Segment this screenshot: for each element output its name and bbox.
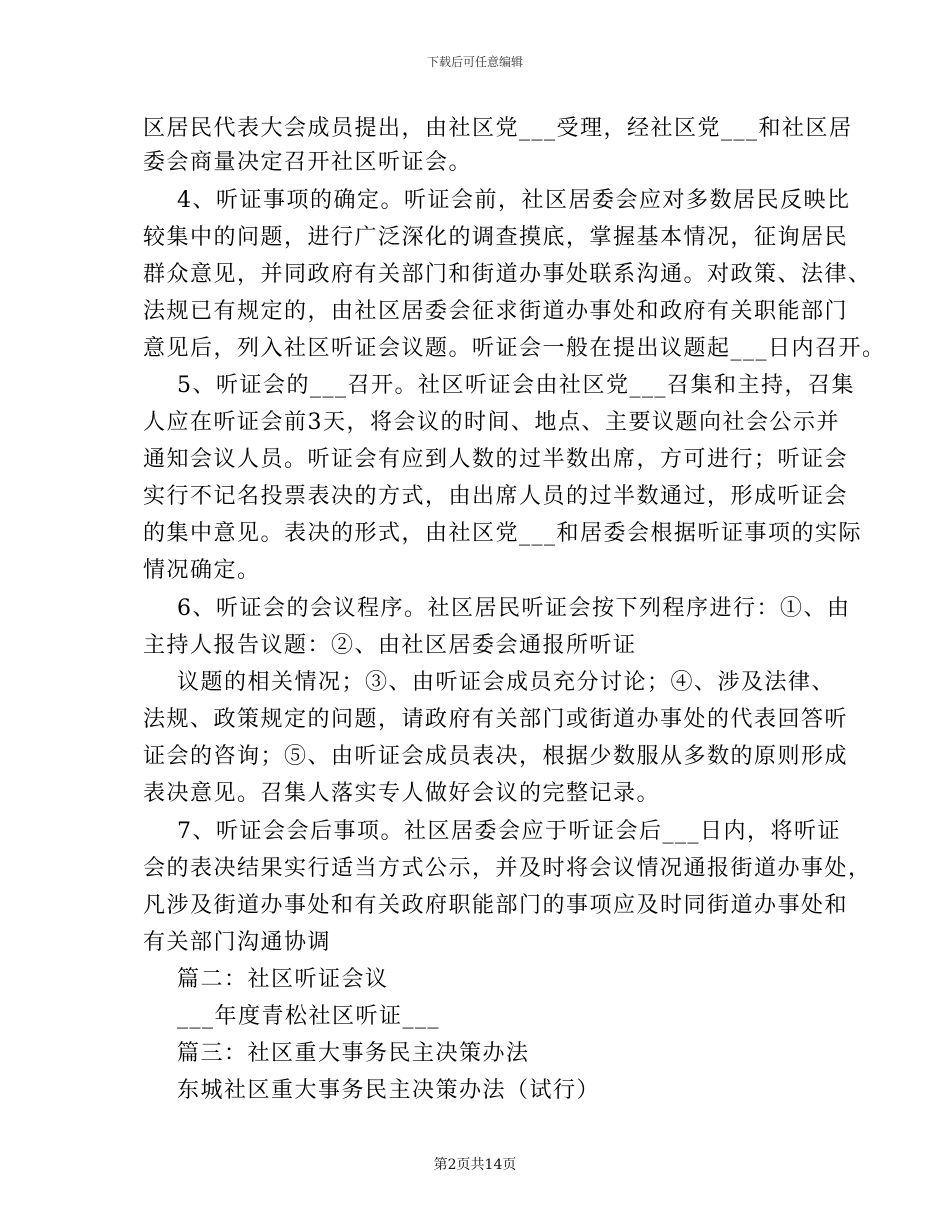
- text-line: 群众意见，并同政府有关部门和街道办事处联系沟通。对政策、法律、: [143, 262, 872, 287]
- text-line: 法规、政策规定的问题，请政府有关部门或街道办事处的代表回答听: [143, 707, 849, 732]
- text-line: 篇二：社区听证会议: [143, 967, 389, 992]
- text-line: 人应在听证会前3天，将会议的时间、地点、主要议题向社会公示并: [143, 410, 840, 435]
- text-line: 6、听证会的会议程序。社区居民听证会按下列程序进行：①、由: [143, 596, 851, 621]
- text-line: ___年度青松社区听证___: [143, 1004, 440, 1029]
- text-line: 通知会议人员。听证会有应到人数的过半数出席，方可进行；听证会: [143, 447, 849, 472]
- text-line: 较集中的问题，进行广泛深化的调查摸底，掌握基本情况，征询居民: [143, 225, 849, 250]
- text-line: 有关部门沟通协调: [143, 930, 332, 955]
- text-line: 证会的咨询；⑤、由听证会成员表决，根据少数服从多数的原则形成: [143, 744, 849, 769]
- text-line: 东城社区重大事务民主决策办法（试行）: [143, 1078, 600, 1103]
- text-line: 区居民代表大会成员提出，由社区党___受理，经社区党___和社区居: [143, 116, 853, 141]
- text-line: 表决意见。召集人落实专人做好会议的完整记录。: [143, 781, 661, 806]
- text-line: 意见后，列入社区听证会议题。听证会一般在提出议题起___日内召开。: [143, 336, 886, 361]
- text-line: 委会商量决定召开社区听证会。: [143, 150, 473, 175]
- text-line: 会的表决结果实行适当方式公示，并及时将会议情况通报街道办事处，: [143, 856, 872, 881]
- text-line: 篇三：社区重大事务民主决策办法: [143, 1041, 530, 1066]
- page-footer: 第2页共14页: [433, 1157, 517, 1173]
- text-line: 主持人报告议题：②、由社区居委会通报所听证: [143, 633, 637, 658]
- text-line: 的集中意见。表决的形式，由社区党___和居委会根据听证事项的实际: [143, 521, 863, 546]
- text-line: 实行不记名投票表决的方式，由出席人员的过半数通过，形成听证会: [143, 484, 849, 509]
- text-line: 议题的相关情况；③、由听证会成员充分讨论；④、涉及法律、: [143, 670, 835, 695]
- text-line: 情况确定。: [143, 558, 261, 583]
- text-line: 5、听证会的___召开。社区听证会由社区党___召集和主持，召集: [143, 373, 855, 398]
- text-line: 7、听证会会后事项。社区居委会应于听证会后___日内，将听证: [143, 819, 841, 844]
- text-line: 凡涉及街道办事处和有关政府职能部门的事项应及时同街道办事处和: [143, 893, 849, 918]
- text-line: 4、听证事项的确定。听证会前，社区居委会应对多数居民反映比: [143, 188, 851, 213]
- text-line: 法规已有规定的，由社区居委会征求街道办事处和政府有关职能部门: [143, 299, 849, 324]
- page-header: 下载后可任意编辑: [426, 55, 523, 69]
